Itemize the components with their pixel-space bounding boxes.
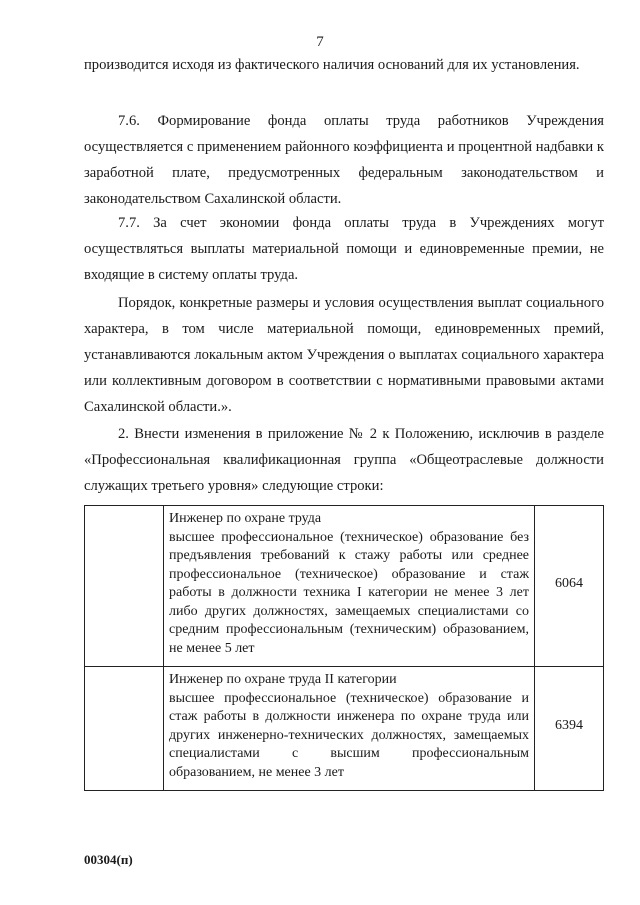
paragraph-continuation: производится исходя из фактического наличия оснований для их установления. bbox=[84, 57, 580, 73]
paragraph-item-2: 2. Внести изменения в приложение № 2 к Положению, исключив в разделе «Профессиональная квалификационная группа «Общеотраслевые должности служащих третьего уровня» следующие строки: bbox=[84, 426, 604, 494]
position-title: Инженер по охране труда bbox=[169, 511, 322, 526]
table-cell-empty bbox=[85, 667, 164, 791]
table-row bbox=[85, 506, 604, 667]
table-row bbox=[85, 667, 604, 791]
document-code: 00304(п) bbox=[84, 852, 133, 867]
position-title: Инженер по охране труда II категории bbox=[169, 672, 397, 687]
page-number: 7 bbox=[316, 34, 324, 50]
position-requirements: высшее профессиональное (техническое) образование и стаж работы в должности инженера по охране труда или других инженерно-технических должностях, замещаемых специалистами с высшим профессиональным образованием, не менее 3 лет bbox=[169, 690, 529, 780]
table-cell-amount: 6394 bbox=[535, 667, 604, 791]
table-cell-empty bbox=[85, 506, 164, 667]
table-cell-amount: 6064 bbox=[535, 506, 604, 667]
excluded-positions-table bbox=[84, 505, 604, 791]
paragraph-procedure: Порядок, конкретные размеры и условия осуществления выплат социального характера, в том числе материальной помощи, единовременных премий, устанавливаются локальным актом Учреждения о выплатах социального характера или коллективным договором в соответствии с нормативными правовыми актами Сахалинской области.». bbox=[84, 295, 604, 415]
position-requirements: высшее профессиональное (техническое) образование без предъявления требований к стажу работы или среднее профессиональное (техническое) образование и стаж работы в должности техника I категории не менее 3 лет либо других должностях, замещаемых специалистами со средним профессиональным (техническим) образованием, не менее 5 лет bbox=[169, 529, 529, 656]
table-cell-position bbox=[164, 667, 535, 791]
paragraph-7-6: 7.6. Формирование фонда оплаты труда работников Учреждения осуществляется с применением районного коэффициента и процентной надбавки к заработной плате, предусмотренных федеральным законодательством и законодательством Сахалинской области. bbox=[84, 113, 604, 207]
paragraph-7-7: 7.7. За счет экономии фонда оплаты труда в Учреждениях могут осуществляться выплаты материальной помощи и единовременные премии, не входящие в систему оплаты труда. bbox=[84, 215, 604, 283]
table-cell-position bbox=[164, 506, 535, 667]
